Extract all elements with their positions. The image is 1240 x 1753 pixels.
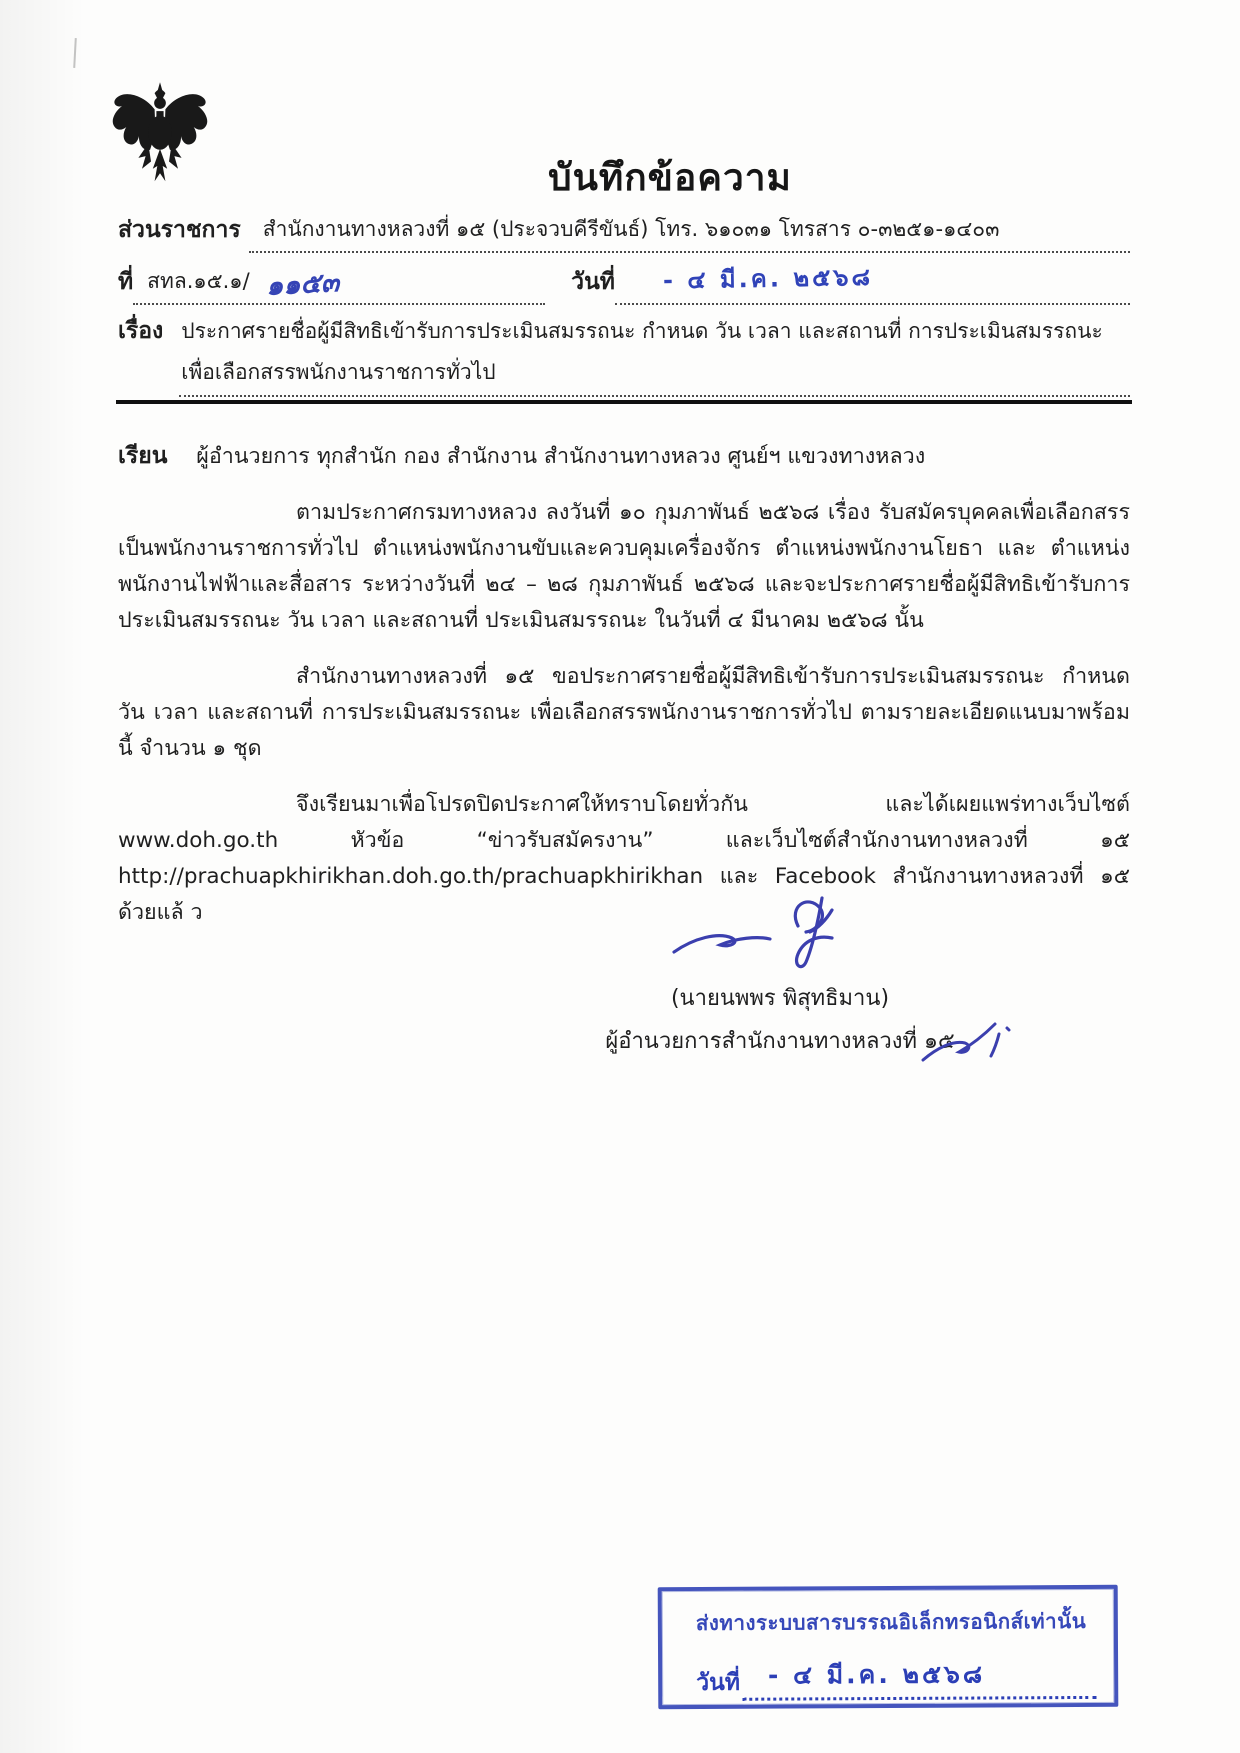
- subject-line1: ประกาศรายชื่อผู้มีสิทธิเข้ารับการประเมินสมรรถนะ กำหนด วัน เวลา และสถานที่ การประเมินสมรรถนะ: [181, 319, 1103, 343]
- doc-no-handwritten: ๑๑๕๓: [264, 267, 340, 302]
- stamp-line1: ส่งทางระบบสารบรรณอิเล็กทรอนิกส์เท่านั้น: [695, 1608, 1087, 1636]
- date-label: วันที่: [571, 269, 615, 295]
- signatory-name: (นายนพพร พิสุทธิมาน): [670, 986, 890, 1011]
- to-value: ผู้อำนวยการ ทุกสำนัก กอง สำนักงาน สำนักงานทางหลวง ศูนย์ฯ แขวงทางหลวง: [196, 444, 926, 469]
- paragraph-1: ตามประกาศกรมทางหลวง ลงวันที่ ๑๐ กุมภาพันธ์ ๒๕๖๘ เรื่อง รับสมัครบุคคลเพื่อเลือกสรรเป็นพนักงานราชการทั่วไป ตำแหน่งพนักงานขับและควบคุมเครื่องจักร ตำแหน่งพนักงานโยธา และ ตำแหน่งพนักงานไฟฟ้าและสื่อสาร ระหว่างวันที่ ๒๔ – ๒๘ กุมภาพันธ์ ๒๕๖๘ และจะประกาศรายชื่อผู้มีสิทธิเข้ารับการประเมินสมรรถนะ วัน เวลา และสถานที่ ประเมินสมรรถนะ ในวันที่ ๔ มีนาคม ๒๕๖๘ นั้น: [118, 500, 1130, 633]
- date-stamp: - ๔ มี.ค. ๒๕๖๘: [662, 262, 874, 295]
- to-label: เรียน: [118, 443, 168, 469]
- scan-artifact: [73, 38, 77, 68]
- subject-label: เรื่อง: [118, 318, 164, 344]
- memo-header: [118, 212, 1130, 397]
- agency-label: ส่วนราชการ: [118, 217, 241, 243]
- memo-body: [118, 438, 1130, 931]
- initials-scribble: [915, 1012, 1015, 1072]
- stamp-date-value: - ๔ มี.ค. ๒๕๖๘: [742, 1654, 1096, 1701]
- signature-scribble: [540, 886, 1020, 978]
- doc-no-value: สทล.๑๕.๑/: [147, 269, 250, 293]
- stamp-date-label: วันที่: [696, 1669, 741, 1697]
- paragraph-2: สำนักงานทางหลวงที่ ๑๕ ขอประกาศรายชื่อผู้มีสิทธิเข้ารับการประเมินสมรรถนะ กำหนด วัน เวลา และสถานที่ การประเมินสมรรถนะ เพื่อเลือกสรรพนักงานราชการทั่วไป ตามรายละเอียดแนบมาพร้อมนี้ จำนวน ๑ ชุด: [118, 664, 1130, 761]
- divider-rule: [116, 400, 1132, 404]
- e-document-stamp: [658, 1585, 1119, 1709]
- memo-title: บันทึกข้อความ: [548, 156, 792, 199]
- paragraph-3: จึงเรียนมาเพื่อโปรดปิดประกาศให้ทราบโดยทั่วกัน และได้เผยแพร่ทางเว็บไซต์ www.doh.go.th หัวข้อ “ข่าวรับสมัครงาน” และเว็บไซต์สำนักงานทางหลวงที่ ๑๕ http://prachuapkhirikhan.doh.go.th/prachuapkhirikhan และ Facebook สำนักงานทางหลวงที่ ๑๕ ด้วยแล้ ว: [118, 792, 1130, 925]
- signatory-position: ผู้อำนวยการสำนักงานทางหลวงที่ ๑๕: [605, 1029, 955, 1054]
- doc-no-label: ที่: [118, 269, 134, 295]
- agency-value: สำนักงานทางหลวงที่ ๑๕ (ประจวบคีรีขันธ์) โทร. ๖๑๐๓๑ โทรสาร ๐-๓๒๕๑-๑๔๐๓: [249, 213, 1130, 253]
- subject-line2: เพื่อเลือกสรรพนักงานราชการทั่วไป: [179, 354, 1130, 397]
